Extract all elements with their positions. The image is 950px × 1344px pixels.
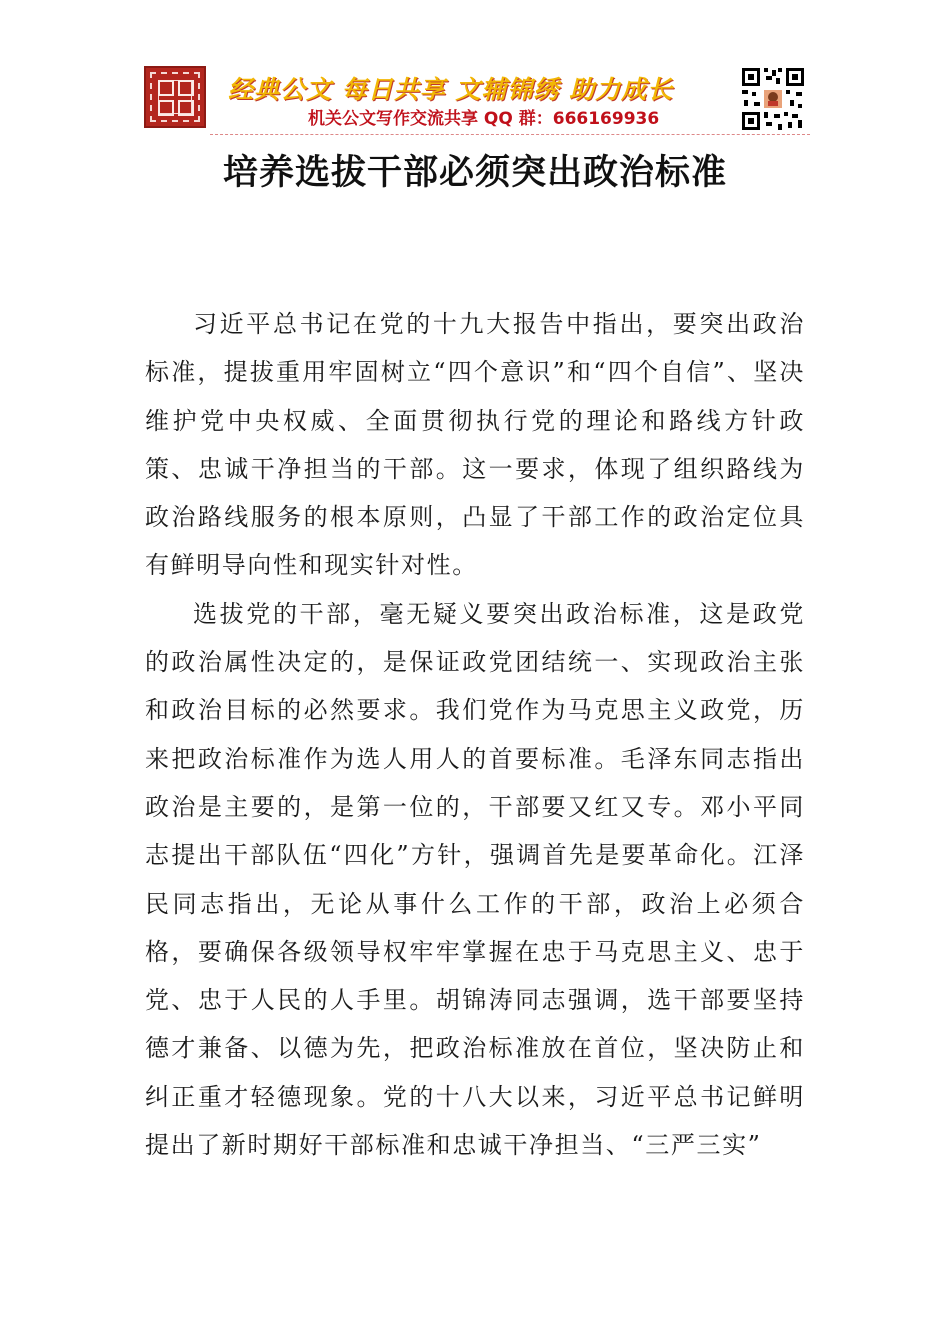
header-banner <box>140 62 810 136</box>
header-divider <box>210 134 810 135</box>
qq-group-info: 机关公文写作交流共享 QQ 群：666169936 <box>308 109 660 129</box>
seal-glyph <box>178 100 194 116</box>
seal-glyph <box>158 100 174 116</box>
seal-glyph <box>178 80 194 96</box>
body-paragraph: 选拔党的干部，毫无疑义要突出政治标准，这是政党的政治属性决定的，是保证政党团结统一、实现政治主张和政治目标的必然要求。我们党作为马克思主义政党，历来把政治标准作为选人用人的首要标准。毛泽东同志指出政治是主要的，是第一位的，干部要又红又专。邓小平同志提出干部队伍“四化”方针，强调首先是要革命化。江泽民同志指出，无论从事什么工作的干部，政治上必须合格，要确保各级领导权牢牢掌握在忠于马克思主义、忠于党、忠于人民的人手里。胡锦涛同志强调，选干部要坚持德才兼备、以德为先，把政治标准放在首位，坚决防止和纠正重才轻德现象。党的十八大以来，习近平总书记鲜明提出了新时期好干部标准和忠诚干净担当、“三严三实” <box>145 599 805 1160</box>
seal-glyph <box>158 80 174 96</box>
seal-logo <box>144 66 206 128</box>
document-title: 培养选拔干部必须突出政治标准 <box>222 152 727 193</box>
document-body <box>145 300 805 1169</box>
body-paragraph: 习近平总书记在党的十九大报告中指出，要突出政治标准，提拔重用牢固树立“四个意识”和“四个自信”、坚决维护党中央权威、全面贯彻执行党的理论和路线方针政策、忠诚干净担当的干部。这一要求，体现了组织路线为政治路线服务的根本原则，凸显了干部工作的政治定位具有鲜明导向性和现实针对性。 <box>145 310 805 580</box>
header-slogan: 经典公文 每日共享 文辅锦绣 助力成长 <box>228 75 674 104</box>
qr-code-icon <box>740 66 806 132</box>
qr-code-image <box>740 66 806 132</box>
